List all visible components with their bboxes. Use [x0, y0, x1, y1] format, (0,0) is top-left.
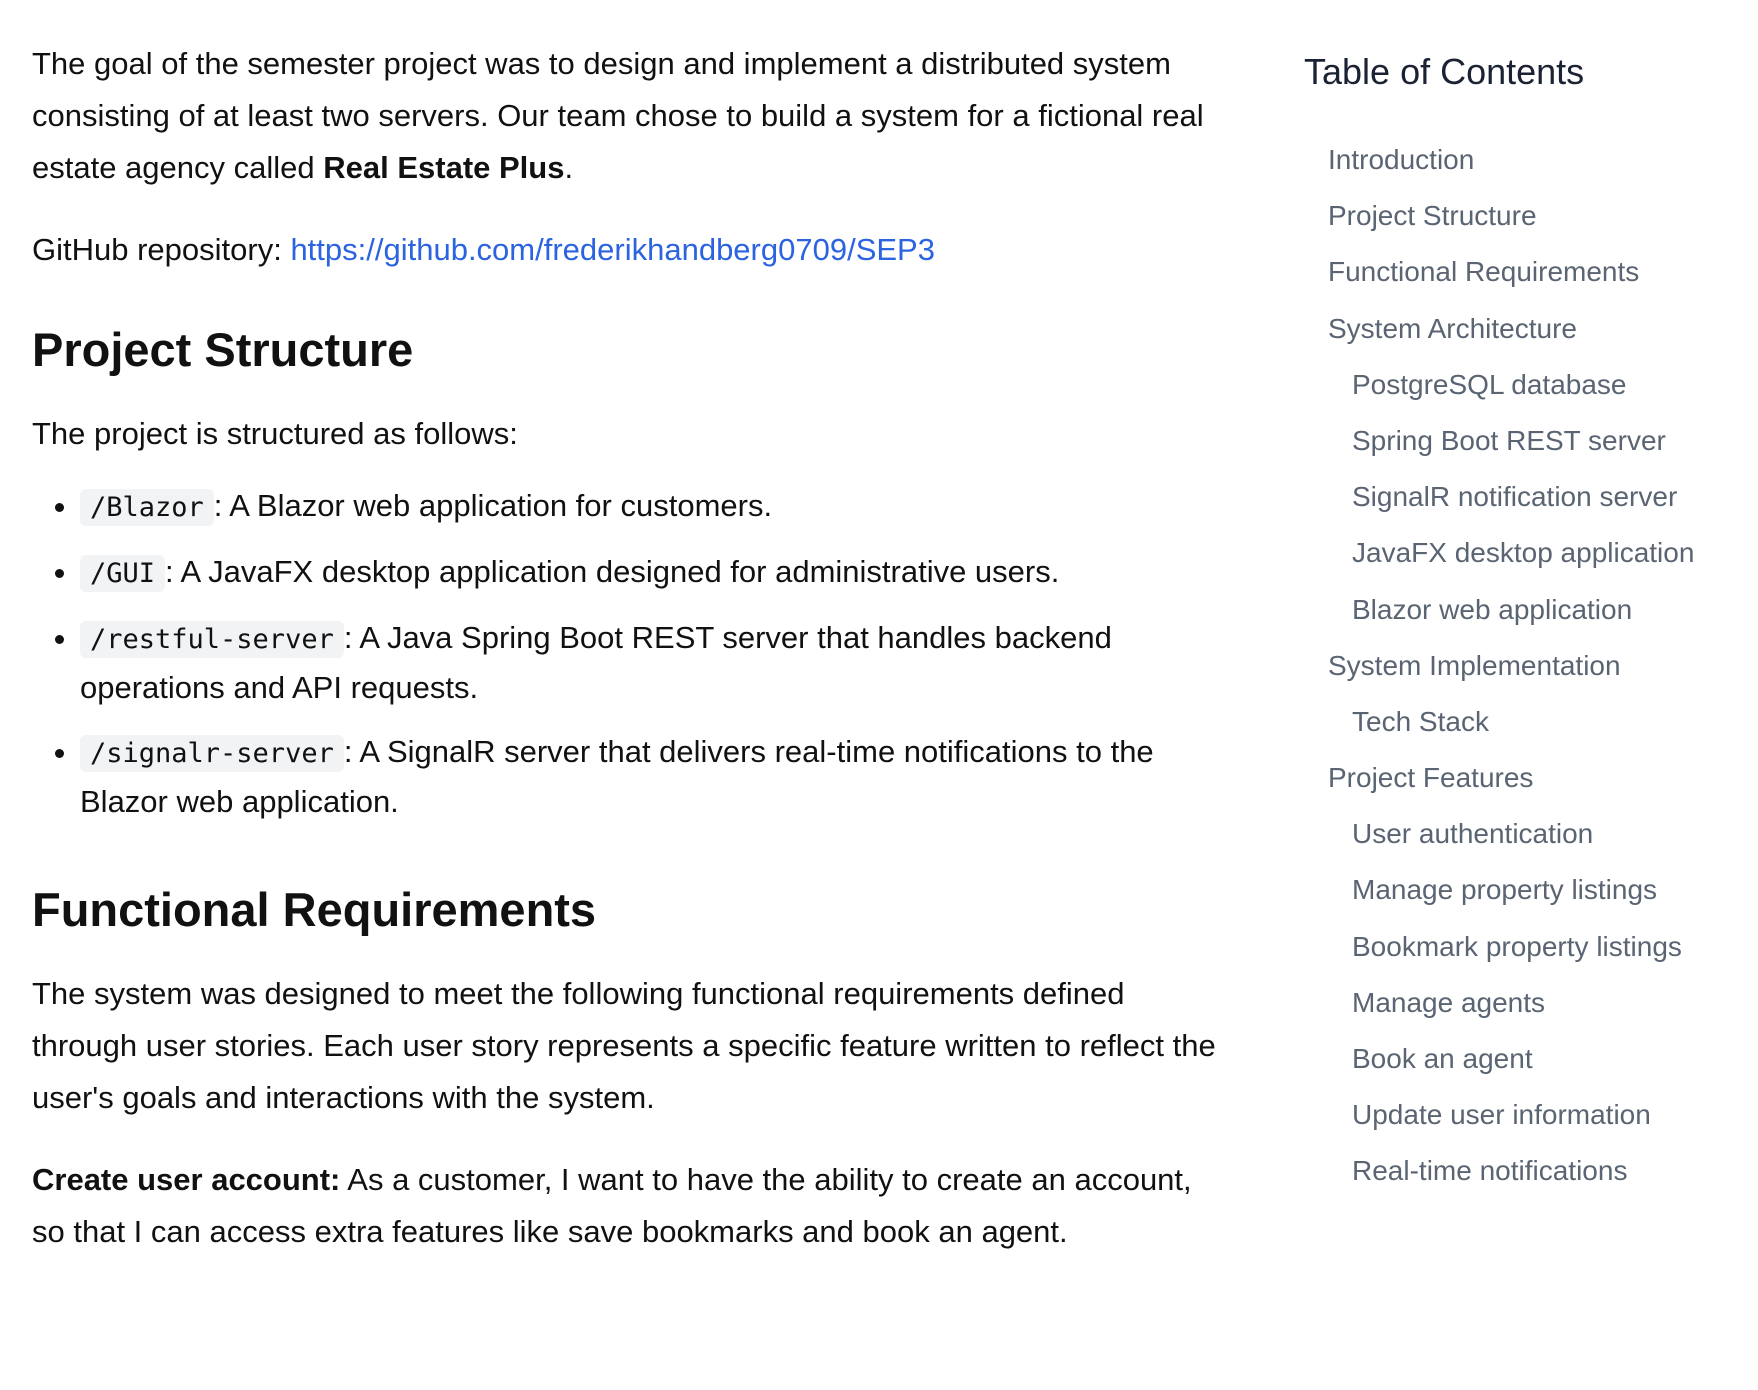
list-item — [80, 482, 1232, 532]
list-item — [80, 614, 1232, 712]
list-item-text: : A JavaFX desktop application designed for administrative users. — [165, 554, 1060, 589]
list-item-text: : A SignalR server that delivers real-time notifications to the Blazor web application. — [80, 734, 1154, 819]
list-item-text: : A Java Spring Boot REST server that handles backend operations and API requests. — [80, 620, 1112, 705]
project-structure-intro: The project is structured as follows: — [32, 416, 518, 451]
intro-text: The goal of the semester project was to design and implement a distributed system consisting of at least two servers. Our team chose to build a system for a fictional real estate agency called — [32, 46, 1204, 185]
agency-name: Real Estate Plus — [323, 150, 565, 185]
project-structure-list — [32, 482, 1232, 826]
folder-code: /restful-server — [80, 621, 344, 658]
list-item — [80, 548, 1232, 598]
user-story-title: Create user account: — [32, 1162, 341, 1197]
user-story-text: As a customer, I want to have the ability to create an account, so that I can access extra features like save bookmarks and book an agent. — [32, 1162, 1192, 1249]
github-link[interactable]: https://github.com/frederikhandberg0709/SEP3 — [290, 232, 935, 267]
toc-item-introduction[interactable]: Introduction — [1328, 144, 1475, 175]
toc-item-project-features[interactable]: Project Features — [1328, 762, 1534, 794]
toc-item-tech-stack[interactable]: Tech Stack — [1352, 705, 1489, 737]
list-item-text: : A Blazor web application for customers. — [213, 488, 773, 523]
functional-requirements-intro: The system was designed to meet the following functional requirements defined through user stories. Each user story represents a specific feature written to reflect the user's goals and interactions with the system. — [32, 976, 1216, 1115]
toc-item-real-time-notifications[interactable]: Real-time notifications — [1352, 1155, 1628, 1187]
toc-item-spring-boot-rest-server[interactable]: Spring Boot REST server — [1352, 424, 1666, 456]
toc-item-system-implementation[interactable]: System Implementation — [1328, 649, 1621, 681]
toc-item-project-structure[interactable]: Project Structure — [1328, 200, 1537, 232]
folder-code: /signalr-server — [80, 735, 344, 772]
toc-item-manage-agents[interactable]: Manage agents — [1352, 986, 1546, 1018]
intro-text-end: . — [564, 150, 574, 185]
intro-paragraph — [32, 38, 1232, 194]
article-content — [32, 38, 1232, 1258]
toc-title: Table of Contents — [1304, 51, 1585, 92]
toc-item-manage-property-listings[interactable]: Manage property listings — [1352, 874, 1658, 906]
github-paragraph — [32, 224, 1232, 276]
toc-item-user-authentication[interactable]: User authentication — [1352, 818, 1594, 850]
toc-item-bookmark-property-listings[interactable]: Bookmark property listings — [1352, 930, 1682, 962]
toc-list — [1304, 132, 1744, 1200]
folder-code: /Blazor — [80, 489, 214, 526]
toc-item-blazor-web-application[interactable]: Blazor web application — [1352, 593, 1633, 625]
toc-item-signalr-notification-server[interactable]: SignalR notification server — [1352, 481, 1678, 513]
toc-item-functional-requirements[interactable]: Functional Requirements — [1328, 256, 1640, 288]
toc-item-postgresql-database[interactable]: PostgreSQL database — [1352, 368, 1627, 400]
toc-item-update-user-information[interactable]: Update user information — [1352, 1099, 1651, 1131]
toc-item-javafx-desktop-application[interactable]: JavaFX desktop application — [1352, 537, 1695, 569]
project-structure-heading: Project Structure — [32, 323, 414, 376]
folder-code: /GUI — [80, 555, 165, 592]
table-of-contents — [1304, 46, 1744, 1200]
list-item — [80, 728, 1232, 826]
functional-requirements-heading: Functional Requirements — [32, 883, 597, 936]
toc-item-system-architecture[interactable]: System Architecture — [1328, 312, 1577, 344]
github-label: GitHub repository: — [32, 232, 291, 267]
user-story-paragraph — [32, 1154, 1232, 1258]
toc-item-book-an-agent[interactable]: Book an agent — [1352, 1043, 1533, 1074]
